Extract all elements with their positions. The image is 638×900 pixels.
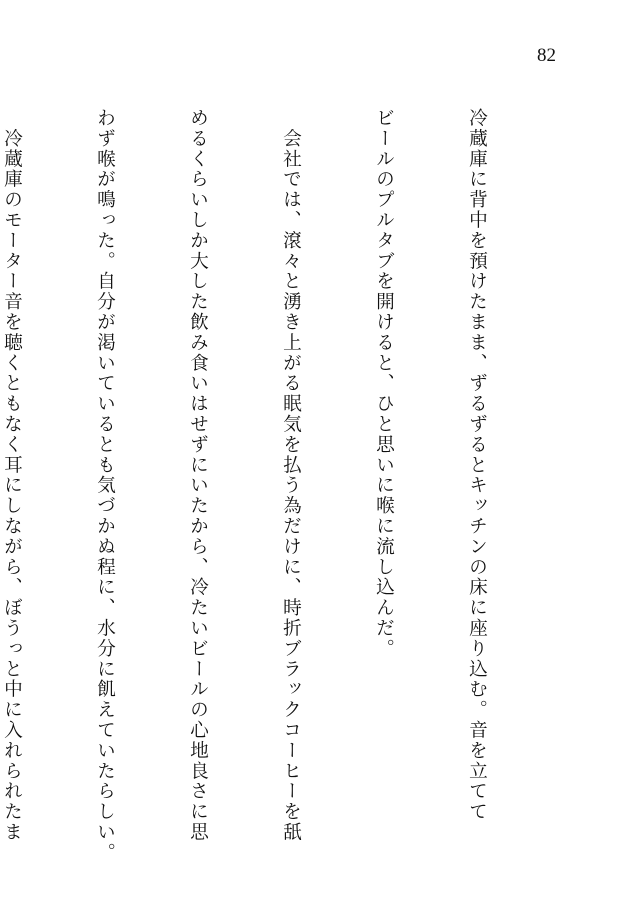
vertical-text-body [0, 108, 554, 863]
text-line-2: ビールのプルタブを開けると、ひと思いに喉に流し込んだ。 [373, 108, 394, 659]
text-line-6: 冷蔵庫のモーター音を聴くともなく耳にしながら、ぼうっと中に入れられたま [1, 108, 22, 843]
page-number: 82 [537, 45, 556, 66]
text-line-1: 冷蔵庫に背中を預けたまま、ずるずるとキッチンの床に座り込む。音を立てて [466, 108, 487, 822]
text-line-3: 会社では、滾々と湧き上がる眠気を払う為だけに、時折ブラックコーヒーを舐 [280, 108, 301, 843]
text-line-5: わず喉が鳴った。自分が渇いているとも気づかぬ程に、水分に飢えていたらしい。 [94, 108, 115, 863]
text-line-4: めるくらいしか大した飲み食いはせずにいたから、冷たいビールの心地良さに思 [187, 108, 208, 843]
